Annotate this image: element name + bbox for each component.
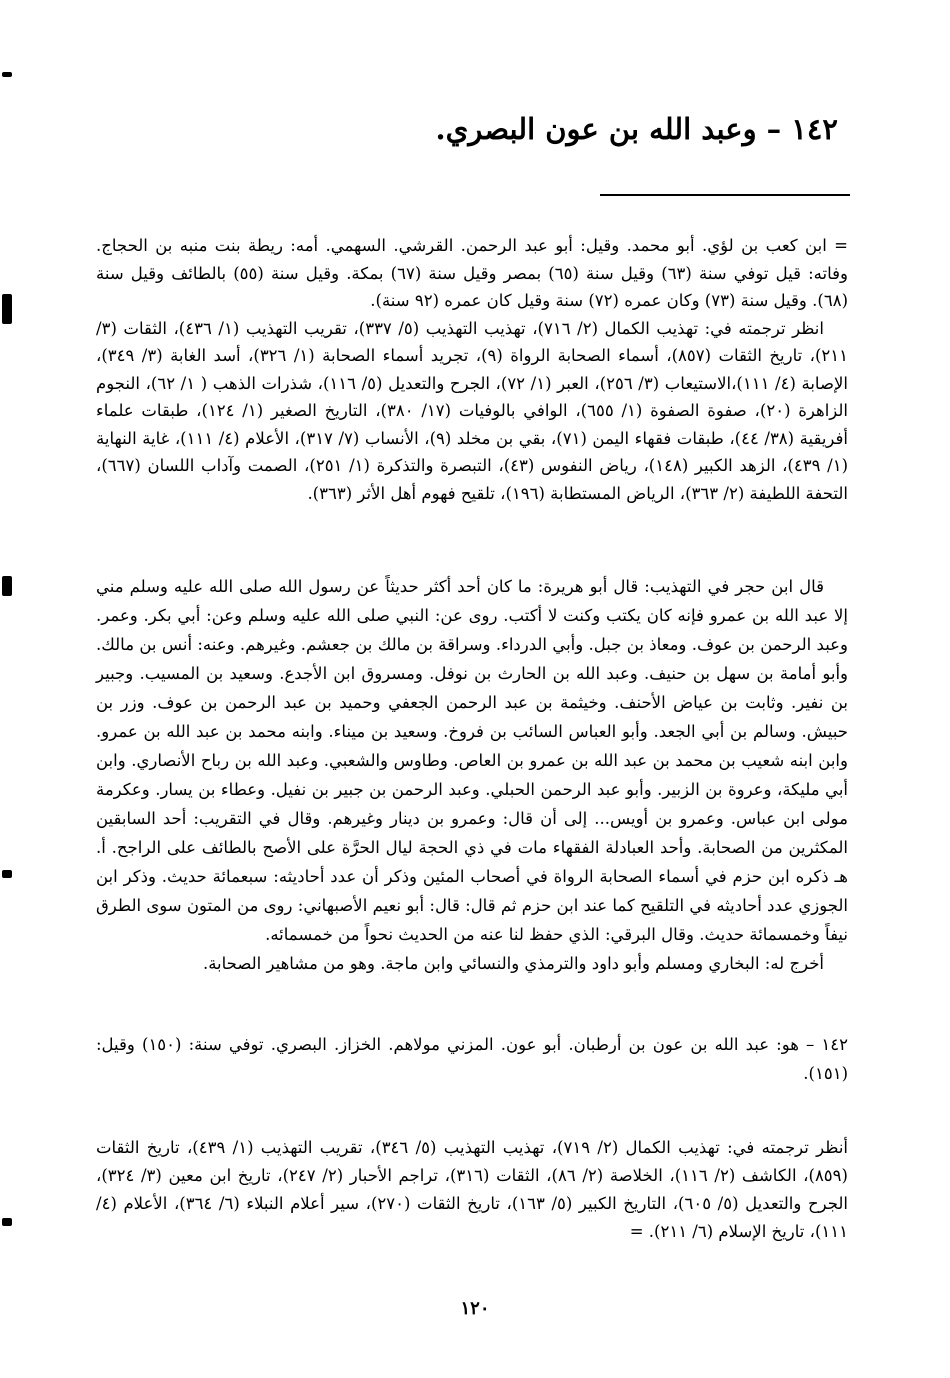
scan-edge-mark (2, 294, 12, 324)
page-number: ١٢٠ (460, 1298, 490, 1319)
scan-edge-mark (2, 576, 12, 596)
footnote-block-biography (96, 232, 848, 507)
footnote-separator (600, 194, 850, 196)
footnote-takhrij-paragraph: أخرج له: البخاري ومسلم وأبو داود والترمذي والنسائي وابن ماجة. وهو من مشاهير الصحابة. (202, 954, 824, 973)
footnote-continuation-paragraph: = ابن كعب بن لؤي. أبو محمد. وقيل: أبو عبد الرحمن. القرشي. السهمي. أمه: ريطة بنت منبه بن الحجاج. وفاته: قيل توفي سنة (٦٣) وقيل سنة (٦٥) بمصر وقيل سنة (٦٧) بمكة. وقيل سنة (٥٥) بالطائف وقيل سنة (٦٨). وقيل سنة (٧٣) وكان عمره (٧٢) سنة وقيل كان عمره (٩٢ سنة). (96, 236, 848, 310)
footnote-entry-references-paragraph: أنظر ترجمته في: تهذيب الكمال (٢/ ٧١٩)، تهذيب التهذيب (٥/ ٣٤٦)، تقريب التهذيب (١/ ٤٣٩)، تاريخ الثقات (٨٥٩)، الكاشف (٢/ ١١٦)، الخلاصة (٢/ ٨٦)، الثقات (٣١٦)، تراجم الأحبار (٢/ ٢٤٧)، تاريخ ابن معين (٣/ ٣٢٤)، الجرح والتعديل (٥/ ٦٠٥)، التاريخ الكبير (٥/ ١٦٣)، تاريخ الثقات (٢٧٠)، سير أعلام النبلاء (٦/ ٣٦٤)، الأعلام (٤/ ١١١)، تاريخ الإسلام (٦/ ٢١١). = (96, 1138, 848, 1241)
footnote-block-ibn-hajar (96, 572, 848, 978)
footnote-quote-paragraph: قال ابن حجر في التهذيب: قال أبو هريرة: ما كان أحد أكثر حديثاً عن رسول الله صلى الله عليه وسلم مني إلا عبد الله بن عمرو فإنه كان يكتب وكنت لا أكتب. روى عن: النبي صلى الله عليه وسلم وعن: أبي بكر. وعمر. وعبد الرحمن بن عوف. ومعاذ بن جبل. وأبي الدرداء. وسراقة بن مالك بن جعشم. وغيرهم. وعنه: أنس بن مالك. وأبو أمامة بن سهل بن حنيف. وعبد الله بن الحارث بن نوفل. ومسروق ابن الأجدع. وسعيد بن المسيب. وجبير بن نفير. وثابت بن عياض الأحنف. وخيثمة بن عبد الرحمن الجعفي وحميد بن عبد الرحمن بن عوف. وزر بن حبيش. وسالم بن أبي الجعد. وأبو العباس السائب بن فروخ. وسعيد بن ميناء. وابنه محمد بن عبد الله بن عمرو. وابن ابنه شعيب بن محمد بن عبد الله بن عمرو بن العاص. وطاوس والشعبي. وعبد الله بن رباح الأنصاري. وابن أبي مليكة، وعروة بن الزبير. وأبو عبد الرحمن الحبلي. وعبد الرحمن بن جبير بن نفيل. وعطاء بن يسار. وعكرمة مولى ابن عباس. وعمرو بن أويس... إلى أن قال: وعمرو بن دينار وغيرهم. وقال في التقريب: أحد السابقين المكثرين من الصحابة. وأحد العبادلة الفقهاء مات في ذي الحجة ليال الحرَّة على الأصح بالطائف على الراجح. أ. هـ ذكره ابن حزم في أسماء الصحابة الرواة في أصحاب المئين وذكر أن عدد أحاديثه: سبعمائة حديث. وذكر ابن الجوزي عدد أحاديثه في التلقيح كما عند ابن حزم ثم قال: قال: أبو نعيم الأصبهاني: روى من المتون سوى الطرق نيفاً وخمسمائة حديث. وقال البرقي: الذي حفظ لنا عنه من الحديث نحواً من خمسمائه. (96, 577, 848, 944)
footnote-block-entry-142-refs (96, 1134, 848, 1246)
entry-heading: ١٤٢ – وعبد الله بن عون البصري. (435, 112, 838, 146)
footnote-block-entry-142 (96, 1030, 848, 1088)
footnote-entry-paragraph: ١٤٢ – هو: عبد الله بن عون بن أرطبان. أبو عون. المزني مولاهم. الخزاز. البصري. توفي سنة: (١٥٠) وقيل: (١٥١). (96, 1035, 848, 1083)
footnote-references-paragraph: انظر ترجمته في: تهذيب الكمال (٢/ ٧١٦)، تهذيب التهذيب (٥/ ٣٣٧)، تقريب التهذيب (١/ ٤٣٦)، الثقات (٣/ ٢١١)، تاريخ الثقات (٨٥٧)، أسماء الصحابة الرواة (٩)، تجريد أسماء الصحابة (١/ ٣٢٦)، أسد الغابة (٣/ ٣٤٩)، الإصابة (٤/ ١١١)،الاستيعاب (٣/ ٢٥٦)، العبر (١/ ٧٢)، الجرح والتعديل (٥/ ١١٦)، شذرات الذهب ( ١/ ٦٢)، النجوم الزاهرة (٢٠)، صفوة الصفوة (١/ ٦٥٥)، الوافي بالوفيات (١٧/ ٣٨٠)، التاريخ الصغير (١/ ١٢٤)، طبقات علماء أفريقية (٣٨/ ٤٤)، طبقات فقهاء اليمن (٧١)، بقي بن مخلد (٩)، الأنساب (٧/ ٣١٧)، الأعلام (٤/ ١١١)، غاية النهاية (١/ ٤٣٩)، الزهد الكبير (١٤٨)، رياض النفوس (٤٣)، التبصرة والتذكرة (١/ ٢٥١)، الصمت وآداب اللسان (٦٦٧)، التحفة اللطيفة (٢/ ٣٦٣)، الرياض المستطابة (١٩٦)، تلقيح فهوم أهل الأثر (٣٦٣). (96, 318, 849, 503)
scan-edge-mark (2, 72, 12, 77)
scan-edge-mark (2, 1218, 12, 1226)
scan-edge-mark (2, 870, 12, 878)
